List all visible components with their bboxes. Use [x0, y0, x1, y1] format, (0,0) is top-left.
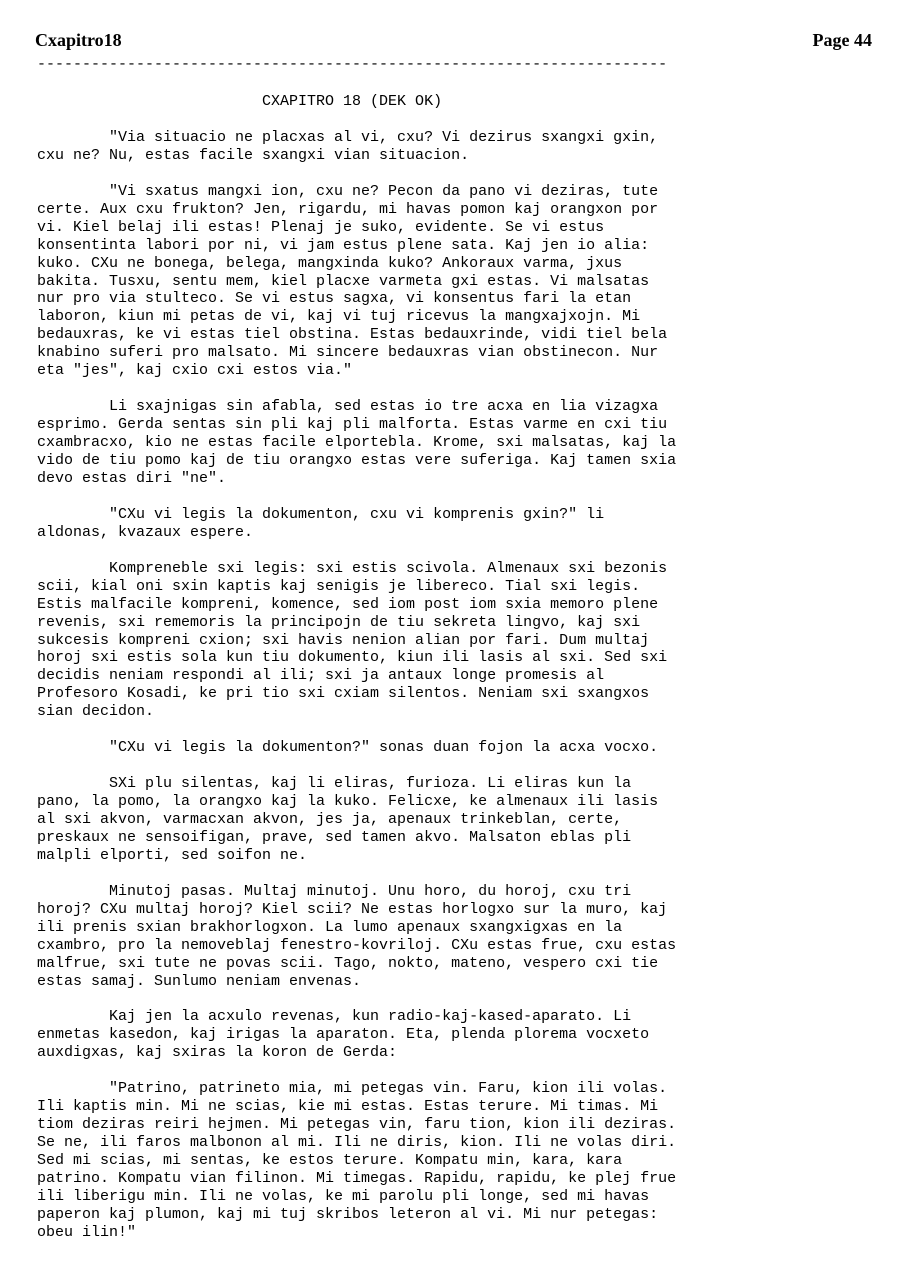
text-line: Ili kaptis min. Mi ne scias, kie mi estas. Estas terure. Mi timas. Mi — [37, 1098, 659, 1116]
text-line: tiom deziras reiri hejmen. Mi petegas vin, faru tion, kion ili deziras. — [37, 1116, 677, 1134]
text-line: horoj sxi estis sola kun tiu dokumento, kiun ili lasis al sxi. Sed sxi — [37, 649, 668, 667]
text-line: ili prenis sxian brakhorlogxon. La lumo apenaux sxangxigxas en la — [37, 918, 623, 936]
header-divider: ---------------------------------------------------------------------- — [37, 56, 668, 73]
page-header — [35, 30, 872, 54]
spacer — [37, 111, 887, 129]
text-line: "Via situacio ne placxas al vi, cxu? Vi dezirus sxangxi gxin, — [37, 128, 659, 146]
paragraph-gap — [37, 165, 887, 183]
text-line: cxambracxo, kio ne estas facile elportebla. Krome, sxi malsatas, kaj la — [37, 434, 677, 452]
paragraph-gap — [37, 865, 887, 883]
text-line: sukcesis kompreni cxion; sxi havis nenion alian por fari. Dum multaj — [37, 631, 650, 649]
chapter-title: CXAPITRO 18 (DEK OK) — [37, 93, 443, 110]
text-line: horoj? CXu multaj horoj? Kiel scii? Ne estas horlogxo sur la muro, kaj — [37, 900, 668, 918]
paragraph-gap — [37, 1062, 887, 1080]
text-line: devo estas diri "ne". — [37, 469, 227, 487]
text-line: laboron, kiun mi petas de vi, kaj vi tuj ricevus la mangxajxojn. Mi — [37, 308, 641, 326]
text-line: konsentinta labori por ni, vi jam estus plene sata. Kaj jen io alia: — [37, 236, 650, 254]
text-line: "Vi sxatus mangxi ion, cxu ne? Pecon da pano vi deziras, tute — [37, 182, 659, 200]
text-line: estas samaj. Sunlumo neniam envenas. — [37, 972, 362, 990]
text-line: decidis neniam respondi al ili; sxi ja antaux longe promesis al — [37, 667, 605, 685]
text-line: vi. Kiel belaj ili estas! Plenaj je suko, evidente. Se vi estus — [37, 218, 605, 236]
text-line: al sxi akvon, varmacxan akvon, jes ja, apenaux trinkeblan, certe, — [37, 811, 623, 829]
text-line: Li sxajnigas sin afabla, sed estas io tre acxa en lia vizagxa — [37, 398, 659, 416]
text-line: Se ne, ili faros malbonon al mi. Ili ne diris, kion. Ili ne volas diri. — [37, 1134, 677, 1152]
text-line: nur pro via stulteco. Se vi estus sagxa, vi konsentus fari la etan — [37, 290, 632, 308]
text-line: SXi plu silentas, kaj li eliras, furioza. Li eliras kun la — [37, 775, 632, 793]
text-line: scii, kial oni sxin kaptis kaj senigis je libereco. Tial sxi legis. — [37, 577, 641, 595]
text-line: Profesoro Kosadi, ke pri tio sxi cxiam silentos. Neniam sxi sxangxos — [37, 685, 650, 703]
text-line: vido de tiu pomo kaj de tiu orangxo estas vere suferiga. Kaj tamen sxia — [37, 452, 677, 470]
text-line: obeu ilin!" — [37, 1223, 137, 1241]
paragraph-gap — [37, 721, 887, 739]
text-line: sian decidon. — [37, 703, 155, 721]
paragraph-gap — [37, 757, 887, 775]
text-line: cxambro, pro la nemoveblaj fenestro-kovriloj. CXu estas frue, cxu estas — [37, 936, 677, 954]
text-line: certe. Aux cxu frukton? Jen, rigardu, mi havas pomon kaj orangxon por — [37, 200, 659, 218]
paragraph-gap — [37, 542, 887, 560]
text-line: "Patrino, patrineto mia, mi petegas vin. Faru, kion ili volas. — [37, 1080, 668, 1098]
text-line: revenis, sxi rememoris la principojn de tiu sekreta lingvo, kaj sxi — [37, 613, 641, 631]
text-line: paperon kaj plumon, kaj mi tuj skribos leteron al vi. Mi nur petegas: — [37, 1205, 659, 1223]
text-line: knabino suferi pro malsato. Mi sincere bedauxras vian obstinecon. Nur — [37, 344, 659, 362]
text-line: malfrue, sxi tute ne povas scii. Tago, nokto, mateno, vespero cxi tie — [37, 954, 659, 972]
text-line: esprimo. Gerda sentas sin pli kaj pli malforta. Estas varme en cxi tiu — [37, 416, 668, 434]
text-line: Estis malfacile kompreni, komence, sed iom post iom sxia memoro plene — [37, 595, 659, 613]
text-line: eta "jes", kaj cxio cxi estos via." — [37, 362, 353, 380]
document-body — [37, 93, 887, 1242]
text-line: bakita. Tusxu, sentu mem, kiel placxe varmeta gxi estas. Vi malsatas — [37, 272, 650, 290]
text-line: cxu ne? Nu, estas facile sxangxi vian situacion. — [37, 146, 470, 164]
text-line: ili liberigu min. Ili ne volas, ke mi parolu pli longe, sed mi havas — [37, 1187, 650, 1205]
text-line: Minutoj pasas. Multaj minutoj. Unu horo, du horoj, cxu tri — [37, 882, 632, 900]
text-line: Kompreneble sxi legis: sxi estis scivola. Almenaux sxi bezonis — [37, 559, 668, 577]
text-line: Sed mi scias, mi sentas, ke estos terure. Kompatu min, kara, kara — [37, 1152, 623, 1170]
text-line: Kaj jen la acxulo revenas, kun radio-kaj-kased-aparato. Li — [37, 1008, 632, 1026]
text-line: preskaux ne sensoifigan, prave, sed tamen akvo. Malsaton eblas pli — [37, 828, 632, 846]
text-line: bedauxras, ke vi estas tiel obstina. Estas bedauxrinde, vidi tiel bela — [37, 326, 668, 344]
text-line: kuko. CXu ne bonega, belega, mangxinda kuko? Ankoraux varma, jxus — [37, 254, 623, 272]
text-line: malpli elporti, sed soifon ne. — [37, 846, 308, 864]
text-line: "CXu vi legis la dokumenton, cxu vi komprenis gxin?" li — [37, 505, 605, 523]
chapter-label: Cxapitro18 — [35, 30, 122, 50]
text-line: auxdigxas, kaj sxiras la koron de Gerda: — [37, 1044, 398, 1062]
text-line: enmetas kasedon, kaj irigas la aparaton. Eta, plenda plorema vocxeto — [37, 1026, 650, 1044]
text-line: patrino. Kompatu vian filinon. Mi timegas. Rapidu, rapidu, ke plej frue — [37, 1170, 677, 1188]
text-line: aldonas, kvazaux espere. — [37, 523, 254, 541]
paragraph-gap — [37, 380, 887, 398]
page-number: Page 44 — [812, 30, 872, 50]
paragraph-gap — [37, 991, 887, 1009]
text-line: pano, la pomo, la orangxo kaj la kuko. Felicxe, ke almenaux ili lasis — [37, 793, 659, 811]
paragraph-gap — [37, 488, 887, 506]
text-line: "CXu vi legis la dokumenton?" sonas duan fojon la acxa vocxo. — [37, 739, 659, 757]
